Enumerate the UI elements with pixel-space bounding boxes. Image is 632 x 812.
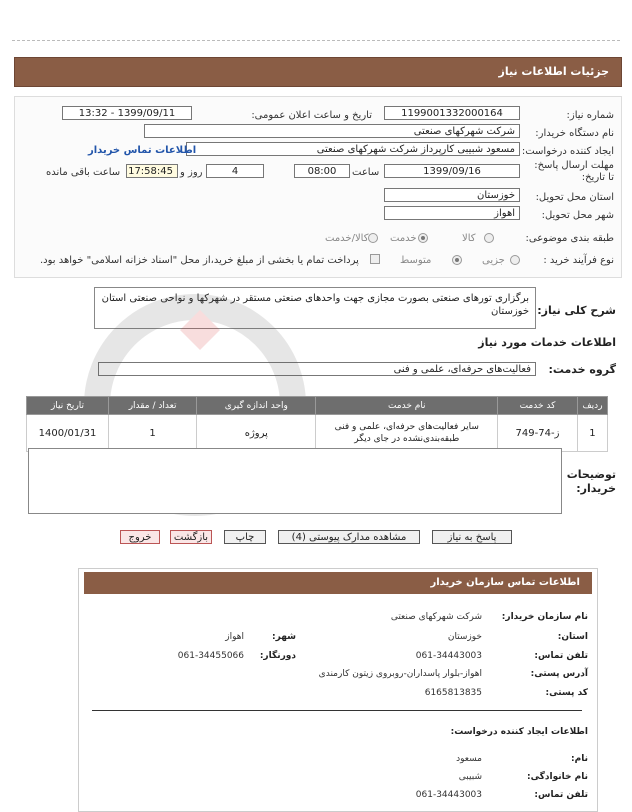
contact-city-value: اهواز xyxy=(225,632,244,642)
cell-need-date: 1400/01/31 xyxy=(27,415,109,452)
contact-fax-label: دورنگار: xyxy=(259,651,296,661)
deadline-time-label: ساعت xyxy=(352,167,380,178)
contact-phone-value: 061-34443003 xyxy=(415,651,482,661)
col-row: ردیف xyxy=(577,397,607,415)
process-radio-minor[interactable] xyxy=(510,255,520,265)
deadline-label: مهلت ارسال پاسخ: تا تاریخ: xyxy=(534,160,614,183)
category-radio-service[interactable] xyxy=(418,233,428,243)
contact-address-label: آدرس پستی: xyxy=(530,669,588,679)
need-number-label: شماره نیاز: xyxy=(566,110,614,121)
category-label: طبقه بندی موضوعی: xyxy=(525,233,614,244)
category-option-service: خدمت xyxy=(390,233,417,244)
contact-divider xyxy=(92,710,582,711)
city-field[interactable]: اهواز xyxy=(384,206,520,220)
creator-phone-value: 061-34443003 xyxy=(415,790,482,800)
creator-name-value: مسعود xyxy=(456,754,482,764)
top-divider xyxy=(12,40,620,41)
service-group-field[interactable]: فعالیت‌های حرفه‌ای، علمی و فنی xyxy=(98,362,536,376)
col-unit: واحد اندازه گیری xyxy=(197,397,316,415)
need-number-field[interactable]: 1199001332000164 xyxy=(384,106,520,120)
creator-field[interactable]: مسعود شبیبی کارپرداز شرکت شهرکهای صنعتی xyxy=(186,142,520,156)
treasury-checkbox[interactable] xyxy=(370,254,380,264)
contact-org-value: شرکت شهرکهای صنعتی xyxy=(390,612,482,622)
process-label: نوع فرآیند خرید : xyxy=(543,255,614,266)
deadline-time-field[interactable]: 08:00 xyxy=(294,164,350,178)
days-field[interactable]: 4 xyxy=(206,164,264,178)
creator-info-title: اطلاعات ایجاد کننده درخواست: xyxy=(450,727,588,737)
contact-province-label: استان: xyxy=(557,632,588,642)
payment-note: پرداخت تمام یا بخشی از مبلغ خرید،از محل "اسناد خزانه اسلامی" خواهد بود. xyxy=(40,255,359,266)
contact-org-label: نام سازمان خریدار: xyxy=(501,612,588,622)
contact-fax-value: 061-34455066 xyxy=(177,651,244,661)
attachments-button[interactable]: مشاهده مدارک پیوستی (4) xyxy=(278,530,420,544)
cell-service-name: سایر فعالیت‌های حرفه‌ای، علمی و فنی طبقه‌بندی‌نشده در جای دیگر xyxy=(316,415,498,452)
table-row[interactable] xyxy=(27,415,608,452)
process-option-medium: متوسط xyxy=(400,255,432,266)
back-button[interactable]: بازگشت xyxy=(170,530,212,544)
buyer-contact-link[interactable]: اطلاعات تماس خریدار xyxy=(88,145,197,156)
buyer-notes-box[interactable] xyxy=(28,448,562,514)
col-need-date: تاریخ نیاز xyxy=(27,397,109,415)
page-header xyxy=(14,57,622,87)
category-option-goods: کالا xyxy=(462,233,476,244)
process-option-minor: جزیی xyxy=(482,255,505,266)
contact-address-value: اهواز-بلوار پاسداران-روبروی زیتون کارمندی xyxy=(318,669,482,679)
page-title: جزئیات اطلاعات نیاز xyxy=(498,65,609,78)
creator-label: ایجاد کننده درخواست: xyxy=(521,146,614,157)
reply-button[interactable]: پاسخ به نیاز xyxy=(432,530,512,544)
buyer-org-field[interactable]: شرکت شهرکهای صنعتی xyxy=(144,124,520,138)
table-header-row xyxy=(27,397,608,415)
col-quantity: تعداد / مقدار xyxy=(108,397,196,415)
exit-button[interactable]: خروج xyxy=(120,530,160,544)
print-button[interactable]: چاپ xyxy=(224,530,266,544)
col-service-name: نام خدمت xyxy=(316,397,498,415)
contact-card xyxy=(78,568,598,812)
contact-card-header xyxy=(84,572,592,594)
remaining-time-field[interactable]: 17:58:45 xyxy=(126,164,178,178)
services-table xyxy=(26,396,608,452)
description-text: برگزاری تورهای صنعتی بصورت مجازی جهت واحدهای صنعتی مستقر در شهرکها و نواحی صنعتی استان خوزستان xyxy=(101,293,529,317)
city-label: شهر محل تحویل: xyxy=(541,210,614,221)
creator-family-label: نام خانوادگی: xyxy=(526,772,588,782)
category-option-goods-service: کالا/خدمت xyxy=(325,233,369,244)
province-label: استان محل تحویل: xyxy=(535,192,614,203)
process-radio-medium[interactable] xyxy=(452,255,462,265)
province-field[interactable]: خوزستان xyxy=(384,188,520,202)
services-title: اطلاعات خدمات مورد نیاز xyxy=(478,336,616,349)
category-radio-goods[interactable] xyxy=(484,233,494,243)
contact-city-label: شهر: xyxy=(272,632,296,642)
cell-quantity: 1 xyxy=(108,415,196,452)
creator-name-label: نام: xyxy=(571,754,588,764)
creator-family-value: شبیبی xyxy=(458,772,482,782)
service-group-label: گروه خدمت: xyxy=(548,363,616,376)
cell-row: 1 xyxy=(577,415,607,452)
announce-label: تاریخ و ساعت اعلان عمومی: xyxy=(251,110,372,121)
deadline-date-field[interactable]: 1399/09/16 xyxy=(384,164,520,178)
contact-phone-label: تلفن تماس: xyxy=(534,651,588,661)
contact-postal-value: 6165813835 xyxy=(424,688,482,698)
days-label: روز و xyxy=(180,167,203,178)
buyer-notes-label: توضیحات خریدار: xyxy=(566,468,616,495)
announce-field[interactable]: 1399/09/11 - 13:32 xyxy=(62,106,192,120)
cell-code: ز-74-749 xyxy=(498,415,578,452)
cell-unit: پروژه xyxy=(197,415,316,452)
contact-province-value: خوزستان xyxy=(447,632,482,642)
category-radio-goods-service[interactable] xyxy=(368,233,378,243)
contact-card-title: اطلاعات تماس سازمان خریدار xyxy=(430,577,580,588)
buyer-org-label: نام دستگاه خریدار: xyxy=(535,128,614,139)
creator-phone-label: تلفن تماس: xyxy=(534,790,588,800)
contact-postal-label: کد پستی: xyxy=(545,688,588,698)
col-code: کد خدمت xyxy=(498,397,578,415)
remaining-label: ساعت باقی مانده xyxy=(46,167,121,178)
description-label: شرح کلی نیاز: xyxy=(537,304,616,317)
